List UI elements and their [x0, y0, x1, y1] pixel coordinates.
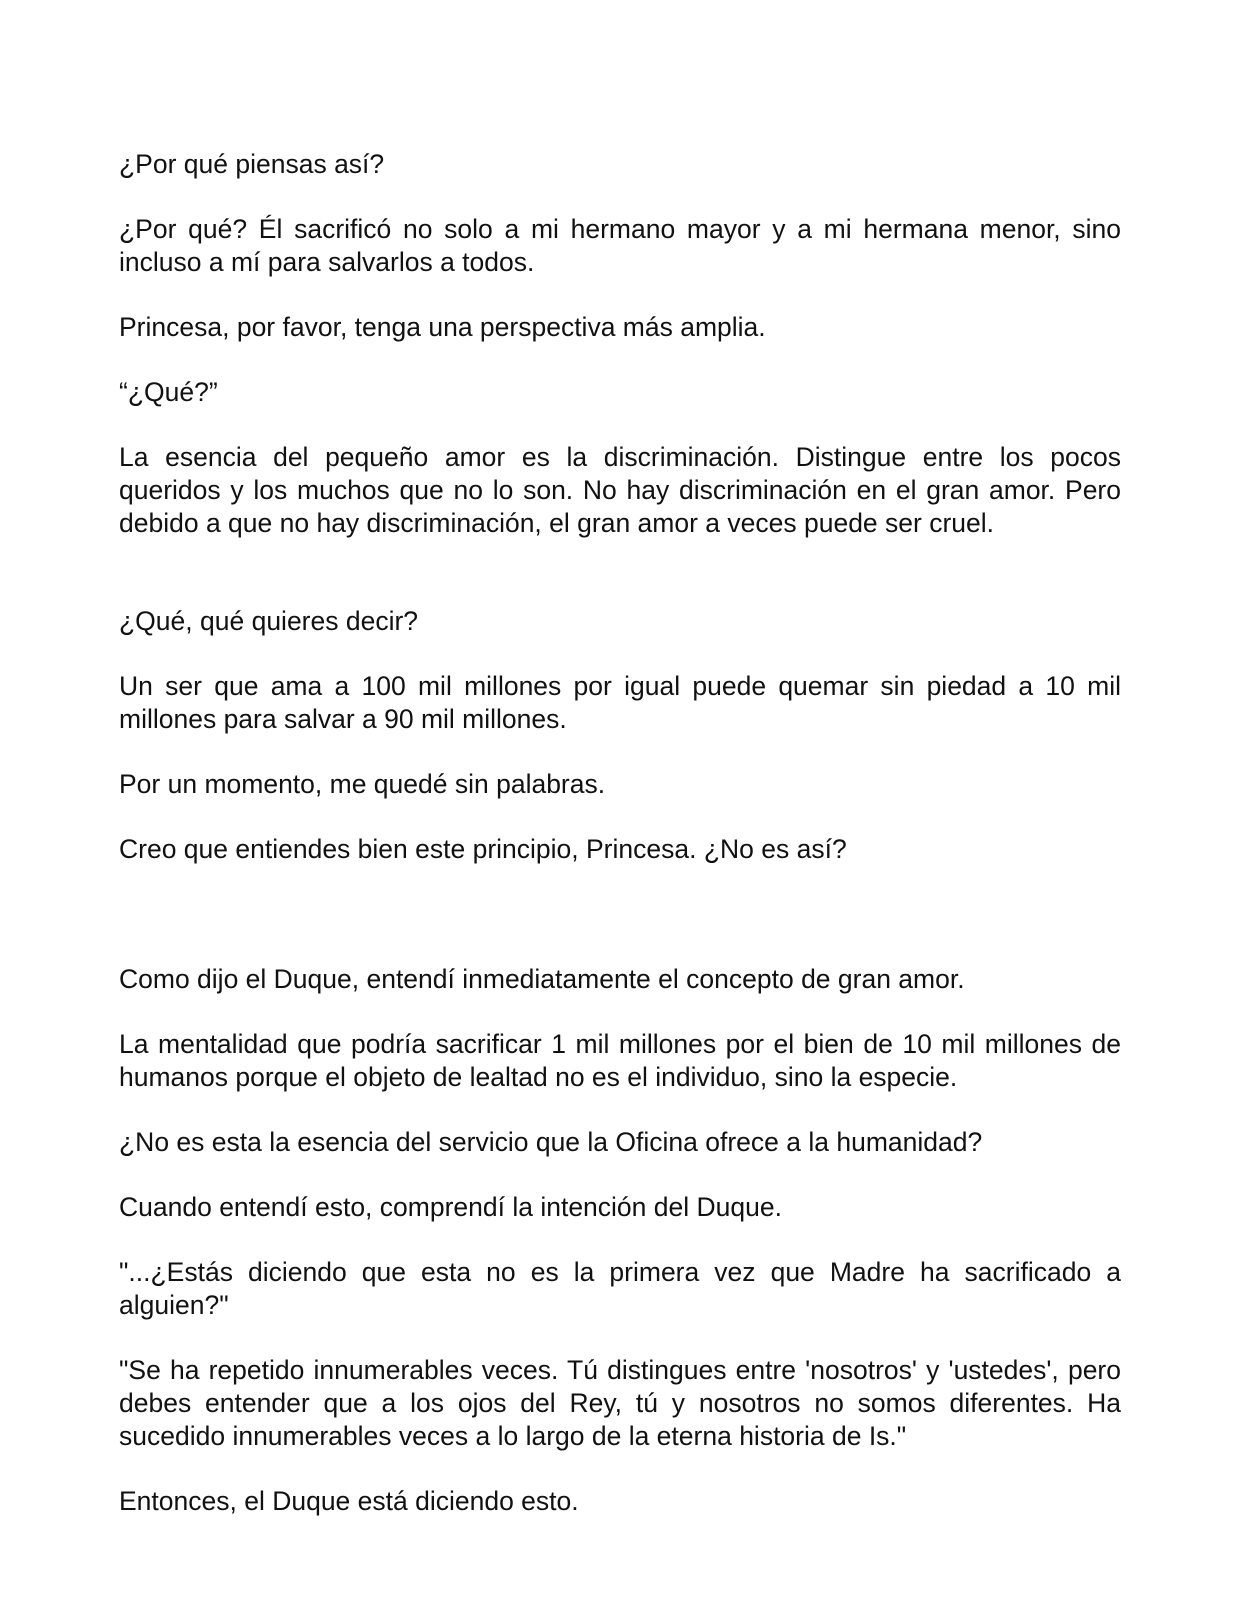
paragraph-16: Entonces, el Duque está diciendo esto.: [119, 1486, 579, 1516]
paragraph-1: ¿Por qué piensas así?: [119, 149, 385, 179]
paragraph-9: Creo que entiendes bien este principio, Princesa. ¿No es así?: [119, 834, 847, 864]
paragraph-5: La esencia del pequeño amor es la discriminación. Distingue entre los pocos queridos y los muchos que no lo son. No hay discriminación en el gran amor. Pero debido a que no hay discriminación, el gran amor a veces puede ser cruel.: [119, 442, 1121, 538]
paragraph-11: La mentalidad que podría sacrificar 1 mil millones por el bien de 10 mil millones de humanos porque el objeto de lealtad no es el individuo, sino la especie.: [119, 1029, 1121, 1092]
paragraph-13: Cuando entendí esto, comprendí la intención del Duque.: [119, 1192, 782, 1222]
paragraph-14: "...¿Estás diciendo que esta no es la primera vez que Madre ha sacrificado a alguien?": [119, 1257, 1121, 1320]
paragraph-2: ¿Por qué? Él sacrificó no solo a mi hermano mayor y a mi hermana menor, sino incluso a mí para salvarlos a todos.: [119, 214, 1121, 277]
paragraph-8: Por un momento, me quedé sin palabras.: [119, 769, 606, 799]
paragraph-12: ¿No es esta la esencia del servicio que la Oficina ofrece a la humanidad?: [119, 1127, 983, 1157]
paragraph-15: "Se ha repetido innumerables veces. Tú distingues entre 'nosotros' y 'ustedes', pero debes entender que a los ojos del Rey, tú y nosotros no somos diferentes. Ha sucedido innumerables veces a lo largo de la eterna historia de Is.": [119, 1355, 1121, 1451]
paragraph-10: Como dijo el Duque, entendí inmediatamente el concepto de gran amor.: [119, 964, 965, 994]
paragraph-7: Un ser que ama a 100 mil millones por igual puede quemar sin piedad a 10 mil millones para salvar a 90 mil millones.: [119, 671, 1121, 734]
paragraph-4: “¿Qué?”: [119, 377, 218, 407]
paragraph-6: ¿Qué, qué quieres decir?: [119, 606, 419, 636]
paragraph-3: Princesa, por favor, tenga una perspectiva más amplia.: [119, 312, 766, 342]
